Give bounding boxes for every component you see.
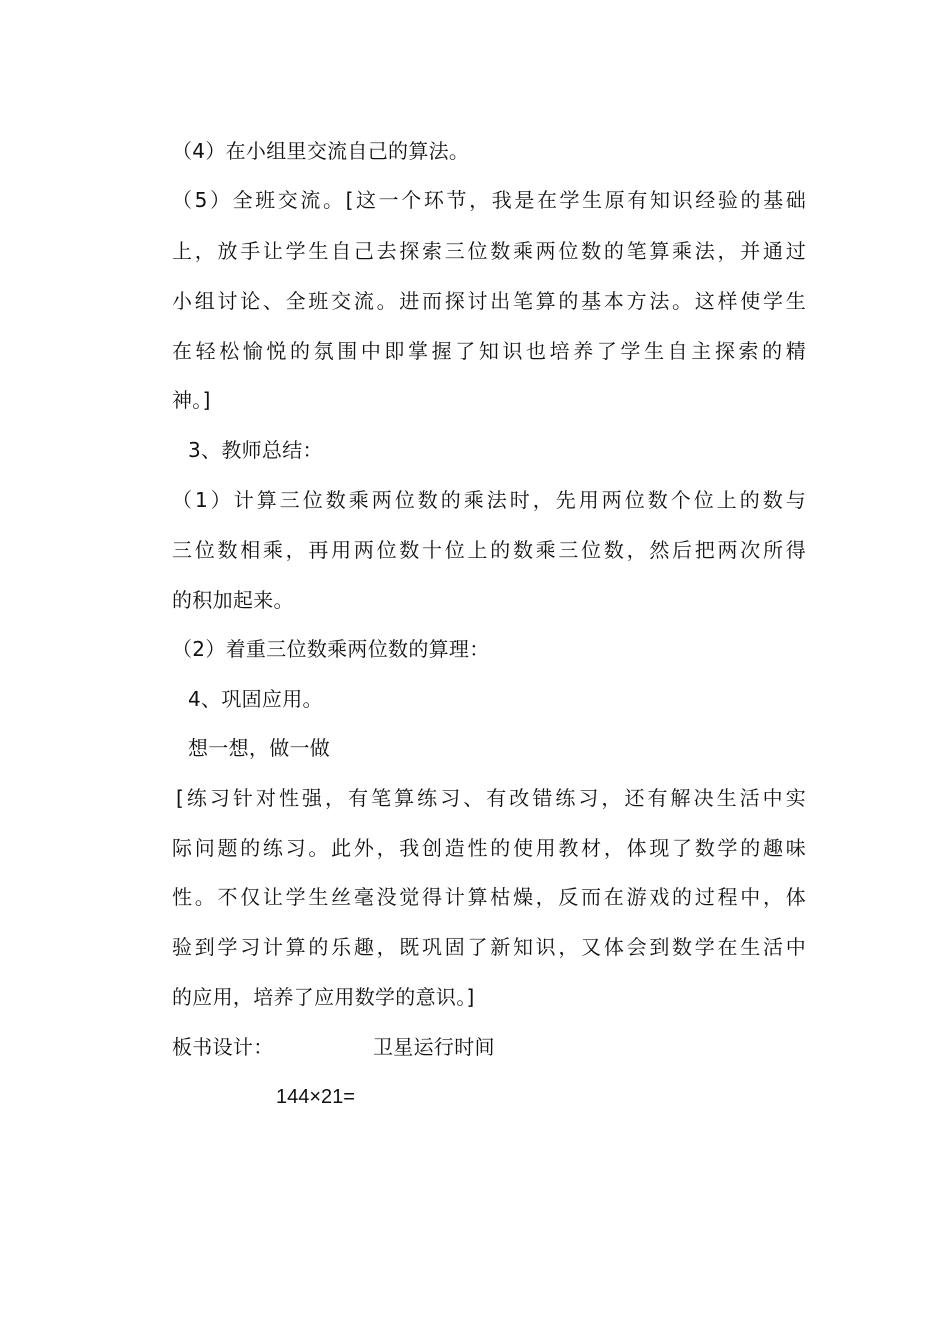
summary-point-1-line-1: （1）计算三位数乘两位数的乘法时，先用两位数个位上的数与: [172, 488, 806, 512]
practice-note-line-1: [练习针对性强，有笔算练习、有改错练习，还有解决生活中实: [176, 786, 806, 810]
heading-application: 4、巩固应用。: [188, 687, 323, 711]
practice-note-line-5: 的应用，培养了应用数学的意识。]: [172, 985, 475, 1009]
board-design-title: 卫星运行时间: [373, 1035, 495, 1059]
paragraph-step-5-line-2: 上，放手让学生自己去探索三位数乘两位数的笔算乘法，并通过: [172, 239, 806, 263]
heading-teacher-summary: 3、教师总结：: [188, 438, 323, 462]
board-formula: 144×21=: [276, 1086, 355, 1108]
practice-note-line-3: 性。不仅让学生丝毫没觉得计算枯燥，反而在游戏的过程中，体: [172, 885, 806, 909]
paragraph-step-4: （4）在小组里交流自己的算法。: [172, 139, 470, 163]
paragraph-step-5-line-3: 小组讨论、全班交流。进而探讨出笔算的基本方法。这样使学生: [172, 289, 806, 313]
practice-title: 想一想，做一做: [188, 736, 331, 760]
board-design-label: 板书设计：: [172, 1035, 274, 1059]
summary-point-1-line-3: 的积加起来。: [172, 588, 294, 612]
practice-note-line-2: 际问题的练习。此外，我创造性的使用教材，体现了数学的趣味: [172, 836, 806, 860]
paragraph-step-5-line-5: 神。]: [172, 388, 211, 412]
practice-note-line-4: 验到学习计算的乐趣，既巩固了新知识，又体会到数学在生活中: [172, 935, 806, 959]
paragraph-step-5-line-4: 在轻松愉悦的氛围中即掌握了知识也培养了学生自主探索的精: [172, 339, 806, 363]
paragraph-step-5-line-1: （5）全班交流。[这一个环节，我是在学生原有知识经验的基础: [172, 188, 806, 212]
summary-point-2: （2）着重三位数乘两位数的算理：: [172, 637, 490, 661]
summary-point-1-line-2: 三位数相乘，再用两位数十位上的数乘三位数，然后把两次所得: [172, 538, 806, 562]
